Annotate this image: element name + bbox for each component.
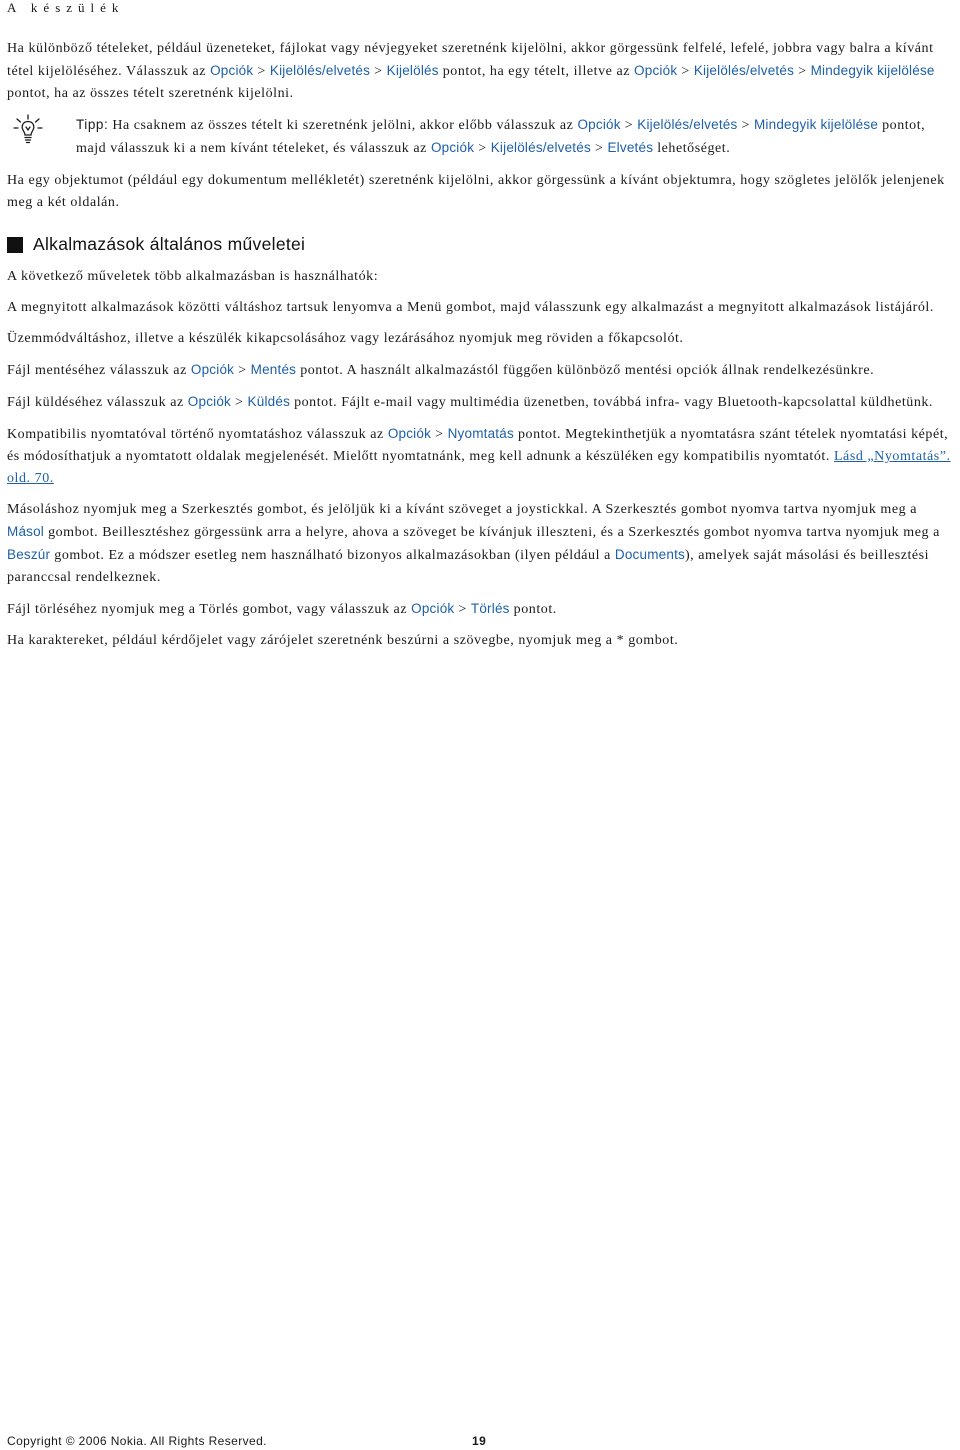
tip-box: [7, 114, 952, 160]
text: Másoláshoz nyomjuk meg a Szerkesztés gombot, és jelöljük ki a kívánt szöveget a joystickkal. A Szerkesztés gombot nyomva tartva nyomjuk meg a: [7, 502, 917, 517]
paragraph-switch-apps: A megnyitott alkalmazások közötti váltáshoz tartsuk lenyomva a Menü gombot, majd válasszunk egy alkalmazást a megnyitott alkalmazások listájáról.: [7, 300, 934, 315]
text: gombot. Ez a módszer esetleg nem használható bizonyos alkalmazásokban (ilyen például a: [50, 548, 615, 563]
text: Fájl küldéséhez válasszuk az: [7, 395, 188, 410]
separator: >: [231, 395, 248, 410]
menu-path-options: Opciók: [577, 117, 621, 132]
paragraph-special-chars: Ha karaktereket, például kérdőjelet vagy zárójelet szeretnénk beszúrni a szövegbe, nyomjuk meg a * gombot.: [7, 633, 679, 648]
cross-reference-link[interactable]: Lásd „Nyomtatás”. old. 70.: [7, 449, 951, 486]
text: pontot. Fájlt e-mail vagy multimédia üzenetben, továbbá infra- vagy Bluetooth-kapcsolattal küldhetünk.: [290, 395, 933, 410]
text: ), amelyek saját másolási és beillesztési paranccsal rendelkeznek.: [7, 548, 930, 585]
text: gombot. Beillesztéshez görgessünk arra a helyre, ahova a szöveget be kívánjuk illeszteni, és a Szerkesztés gombot nyomva tartva nyomjuk meg a: [44, 525, 940, 540]
menu-path-options: Opciók: [387, 426, 432, 441]
paragraph-delete: [7, 598, 952, 621]
text: pontot.: [509, 602, 557, 617]
page-footer: [7, 1434, 947, 1450]
menu-path-mark-all: Mindegyik kijelölése: [810, 63, 935, 78]
menu-path-mark: Kijelölés: [386, 63, 439, 78]
menu-path-print: Nyomtatás: [447, 426, 514, 441]
separator: >: [431, 427, 448, 442]
separator: >: [590, 141, 608, 156]
app-name-documents: Documents: [614, 547, 685, 562]
separator: >: [253, 64, 270, 79]
tip-text-3: lehetőséget.: [653, 141, 731, 156]
menu-path-save: Mentés: [250, 362, 297, 377]
page-content: [7, 38, 952, 661]
menu-path-mark-unmark: Kijelölés/elvetés: [490, 140, 591, 155]
separator: >: [620, 118, 638, 133]
intro-text-3: pontot, ha az összes tételt szeretnénk kijelölni.: [7, 86, 294, 101]
menu-path-unmark: Elvetés: [607, 140, 654, 155]
paragraph-power-key: Üzemmódváltáshoz, illetve a készülék kikapcsolásához vagy lezárásához nyomjuk meg röviden a főkapcsolót.: [7, 331, 684, 346]
menu-path-mark-unmark: Kijelölés/elvetés: [637, 117, 738, 132]
menu-path-mark-all: Mindegyik kijelölése: [753, 117, 879, 132]
tip-label: Tipp:: [76, 117, 109, 132]
menu-path-options: Opciók: [430, 140, 475, 155]
text: pontot. Megtekinthetjük a nyomtatásra szánt tételek nyomtatási képét, és módosíthatjuk a nyomtatott oldalak megjelenését. Mielőtt nyomtatnánk, meg kell adnunk a készüléken egy kompatibilis nyomtatót.: [7, 427, 949, 464]
paragraph-copy-paste: [7, 499, 952, 589]
menu-path-options: Opciók: [411, 601, 455, 616]
menu-path-mark-unmark: Kijelölés/elvetés: [269, 63, 371, 78]
object-paragraph: Ha egy objektumot (például egy dokumentum mellékletét) szeretnénk kijelölni, akkor görgessünk a kívánt objektumra, hogy szögletes jelölők jelenjenek meg a két oldalán.: [7, 173, 945, 210]
paragraph-print: [7, 423, 952, 490]
paragraph-send: [7, 391, 952, 414]
section-bullet-icon: [7, 237, 23, 253]
tip-text-2: pontot, majd válasszuk ki a nem kívánt tételeket, és válasszuk az: [76, 118, 926, 156]
softkey-copy: Másol: [7, 524, 45, 539]
tip-text: [76, 114, 952, 160]
separator: >: [454, 602, 471, 617]
section-title: Alkalmazások általános műveletei: [33, 234, 306, 254]
paragraph-save: [7, 359, 952, 382]
menu-path-mark-unmark: Kijelölés/elvetés: [693, 63, 795, 78]
menu-path-delete: Törlés: [470, 601, 510, 616]
page-number: 19: [472, 1434, 487, 1448]
section-heading: [7, 234, 952, 255]
paragraph-intro: A következő műveletek több alkalmazásban is használhatók:: [7, 269, 379, 284]
separator: >: [474, 141, 491, 156]
separator: >: [794, 64, 811, 79]
separator: >: [370, 64, 387, 79]
softkey-paste: Beszúr: [7, 547, 51, 562]
separator: >: [737, 118, 754, 133]
intro-text-2: pontot, ha egy tételt, illetve az: [438, 64, 635, 79]
intro-text-1: Ha különböző tételeket, például üzeneteket, fájlokat vagy névjegyeket szeretnénk kijelölni, akkor görgessünk felfelé, lefelé, jobbra vagy balra a kívánt tétel kijelöléséhez. Válasszuk az: [7, 41, 934, 79]
menu-path-options: Opciók: [210, 63, 254, 78]
menu-path-options: Opciók: [634, 63, 678, 78]
separator: >: [677, 64, 694, 79]
menu-path-send: Küldés: [247, 394, 291, 409]
text: pontot. A használt alkalmazástól függően különböző mentési opciók állnak rendelkezésünkre.: [296, 363, 875, 378]
lightbulb-icon: [13, 114, 43, 144]
intro-paragraph: [7, 38, 952, 105]
menu-path-options: Opciók: [187, 394, 231, 409]
menu-path-options: Opciók: [190, 362, 235, 377]
copyright-notice: Copyright © 2006 Nokia. All Rights Reserved.: [7, 1434, 267, 1448]
tip-text-1: Ha csaknem az összes tételt ki szeretnénk jelölni, akkor előbb válasszuk az: [108, 118, 578, 133]
running-header: A készülék: [7, 0, 125, 15]
separator: >: [234, 363, 251, 378]
text: Fájl mentéséhez válasszuk az: [7, 363, 191, 378]
text: Fájl törléséhez nyomjuk meg a Törlés gombot, vagy válasszuk az: [7, 602, 412, 617]
text: Kompatibilis nyomtatóval történő nyomtatáshoz válasszuk az: [7, 427, 388, 442]
